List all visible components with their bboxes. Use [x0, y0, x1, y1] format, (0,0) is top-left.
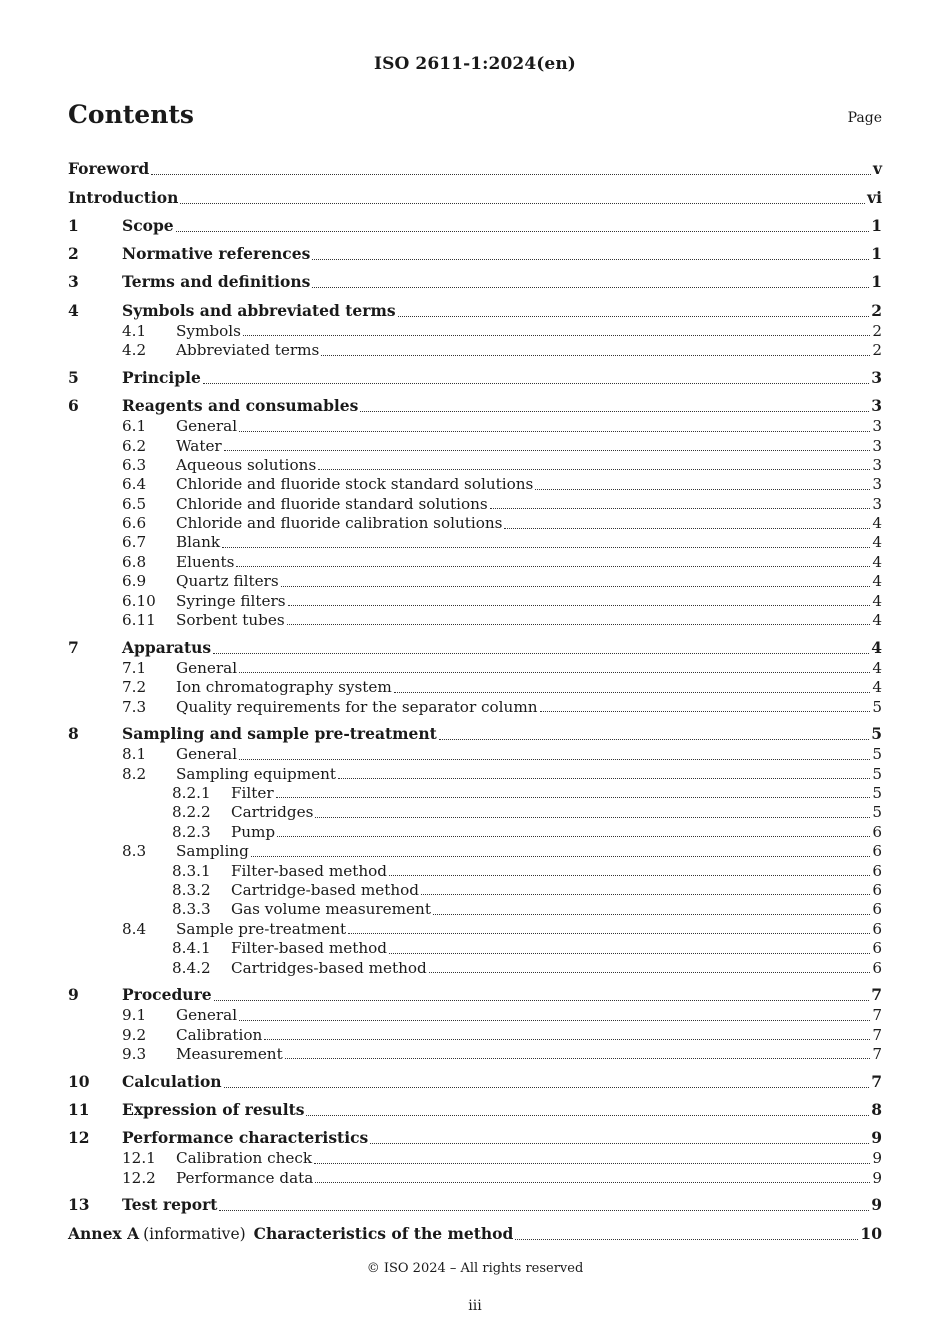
dot-leader [540, 711, 871, 712]
toc-entry-6-9[interactable] [68, 572, 882, 591]
dot-leader [239, 759, 870, 760]
toc-entry-title: Reagents and consumables [122, 396, 359, 416]
toc-entry-number: 7.3 [122, 697, 147, 716]
toc-entry-title: Chloride and fluoride standard solutions [176, 494, 488, 513]
toc-entry-9-1[interactable] [68, 1006, 882, 1025]
toc-entry-title: Sampling equipment [176, 764, 336, 783]
toc-entry-number: 8.2.3 [172, 822, 211, 841]
toc-entry-title: Sampling and sample pre-treatment [122, 724, 437, 744]
toc-entry-page-number: 4 [872, 572, 882, 591]
toc-entry-2[interactable] [68, 237, 882, 265]
toc-entry-page-number: 4 [872, 552, 882, 571]
toc-entry-number: 6.8 [122, 552, 147, 571]
dot-leader [389, 953, 870, 954]
dot-leader [504, 528, 870, 529]
toc-entry-7-2[interactable] [68, 678, 882, 697]
toc-entry-page-number: 4 [871, 637, 882, 657]
toc-entry-title: General [176, 1006, 238, 1025]
toc-entry-page-number: 7 [872, 1025, 882, 1044]
toc-entry-8[interactable] [68, 717, 882, 745]
dot-leader [285, 1058, 871, 1059]
toc-entry-number: 9.3 [122, 1044, 147, 1063]
toc-entry-page-number: 9 [872, 1149, 882, 1168]
toc-entry-title: Sample pre-treatment [176, 919, 347, 938]
toc-entry-title: Sorbent tubes [176, 611, 285, 630]
toc-entry-8-3[interactable] [68, 842, 882, 861]
dot-leader [277, 836, 870, 837]
dot-leader [490, 508, 871, 509]
toc-entry-8-3-2[interactable] [68, 881, 882, 900]
toc-entry-number: 9.2 [122, 1025, 147, 1044]
toc-entry-title: Test report [122, 1195, 218, 1215]
toc-entry-4-1[interactable] [68, 322, 882, 341]
toc-entry-4-2[interactable] [68, 341, 882, 360]
toc-entry-page-number: 3 [872, 475, 882, 494]
toc-entry-title: Scope [122, 215, 174, 235]
toc-entry-8-3-1[interactable] [68, 862, 882, 881]
toc-entry-page-number: 6 [872, 900, 882, 919]
toc-entry-title: Cartridges-based method [231, 958, 427, 977]
toc-entry-number: 2 [68, 244, 79, 264]
dot-leader [318, 469, 870, 470]
toc-entry-number: 12.1 [122, 1149, 156, 1168]
toc-entry-number: 8.2.1 [172, 783, 211, 802]
toc-entry-number: 6.4 [122, 475, 147, 494]
page-number: iii [468, 1298, 482, 1314]
toc-entry-page-number: 7 [871, 985, 882, 1005]
toc-entry-title: Filter-based method [231, 861, 387, 880]
document-id: ISO 2611-1:2024(en) [374, 54, 576, 74]
annex-qualifier: (informative) [143, 1224, 246, 1243]
toc-entry-title: Procedure [122, 985, 212, 1005]
dot-leader [315, 1182, 870, 1183]
dot-leader [239, 1020, 870, 1021]
toc-entry-number: 12 [68, 1128, 90, 1148]
toc-entry-page-number: 5 [872, 745, 882, 764]
toc-entry-number: 7.2 [122, 678, 147, 697]
copyright-notice: © ISO 2024 – All rights reserved [366, 1261, 584, 1276]
toc-entry-6-10[interactable] [68, 592, 882, 611]
toc-entry-7-1[interactable] [68, 659, 882, 678]
toc-entry-6[interactable] [68, 389, 882, 417]
toc-entry-page-number: 8 [871, 1099, 882, 1119]
dot-leader [224, 450, 871, 451]
toc-entry-6-3[interactable] [68, 456, 882, 475]
toc-entry-title: Blank [176, 533, 221, 552]
toc-entry-6-1[interactable] [68, 417, 882, 436]
toc-entry-title: Chloride and fluoride calibration solutions [176, 514, 503, 533]
toc-entry-page-number: 5 [872, 803, 882, 822]
toc-entry-title: Quality requirements for the separator column [176, 697, 538, 716]
dot-leader [214, 1000, 870, 1001]
toc-entry-9[interactable] [68, 978, 882, 1006]
dot-leader [251, 856, 871, 857]
dot-leader [219, 1210, 869, 1211]
toc-entry-number: 9.1 [122, 1006, 147, 1025]
toc-entry-page-number: 2 [871, 300, 882, 320]
toc-entry-3[interactable] [68, 265, 882, 293]
toc-entry-number: 11 [68, 1099, 90, 1119]
toc-entry-foreword[interactable] [68, 152, 882, 180]
toc-entry-number: 10 [68, 1071, 90, 1091]
dot-leader [394, 692, 871, 693]
toc-entry-8-4[interactable] [68, 920, 882, 939]
toc-entry-page-number: 3 [871, 367, 882, 387]
toc-entry-8-2-1[interactable] [68, 784, 882, 803]
toc-entry-number: 4 [68, 300, 79, 320]
toc-entry-title: Gas volume measurement [231, 900, 431, 919]
toc-entry-number: 8 [68, 724, 79, 744]
toc-entry-6-7[interactable] [68, 534, 882, 553]
toc-entry-page-number: 7 [872, 1044, 882, 1063]
dot-leader [180, 203, 865, 204]
toc-entry-12[interactable] [68, 1121, 882, 1149]
dot-leader [151, 174, 871, 175]
contents-title: Contents [68, 100, 195, 129]
annex-label: Annex A [68, 1223, 140, 1243]
dot-leader [314, 1163, 870, 1164]
toc-entry-title: Quartz filters [176, 572, 279, 591]
toc-entry-number: 4.2 [122, 341, 147, 360]
dot-leader [306, 1115, 869, 1116]
toc-entry-number: 9 [68, 985, 79, 1005]
toc-entry-9-2[interactable] [68, 1026, 882, 1045]
dot-leader [236, 566, 870, 567]
toc-entry-title: Normative references [122, 244, 311, 264]
toc-entry-4[interactable] [68, 293, 882, 321]
toc-entry-page-number: v [872, 159, 882, 179]
toc-entry-title: Principle [122, 367, 201, 387]
toc-entry-title: Syringe filters [176, 591, 286, 610]
toc-entry-5[interactable] [68, 361, 882, 389]
dot-leader [535, 489, 870, 490]
toc-entry-8-2-3[interactable] [68, 823, 882, 842]
toc-entry-page-number: 6 [872, 842, 882, 861]
dot-leader [239, 672, 870, 673]
toc-entry-title: Water [176, 436, 222, 455]
toc-entry-number: 8.2 [122, 764, 147, 783]
toc-entry-introduction[interactable] [68, 180, 882, 208]
toc-entry-number: 8.4.2 [172, 958, 211, 977]
toc-entry-title: Calibration check [176, 1149, 313, 1168]
toc-entry-9-3[interactable] [68, 1045, 882, 1064]
dot-leader [439, 739, 869, 740]
dot-leader [276, 797, 871, 798]
dot-leader [243, 335, 870, 336]
dot-leader [370, 1143, 869, 1144]
dot-leader [398, 316, 870, 317]
toc-entry-12-1[interactable] [68, 1149, 882, 1168]
toc-entry-page-number: 7 [872, 1006, 882, 1025]
toc-entry-8-4-2[interactable] [68, 959, 882, 978]
toc-entry-number: 1 [68, 215, 79, 235]
toc-entry-title: Expression of results [122, 1099, 305, 1119]
toc-entry-6-4[interactable] [68, 475, 882, 494]
toc-entry-page-number: 3 [872, 494, 882, 513]
dot-leader [224, 1087, 870, 1088]
toc-entry-page-number: 1 [871, 244, 882, 264]
annex-page-number: 10 [860, 1223, 882, 1243]
toc-entry-8-1[interactable] [68, 745, 882, 764]
toc-entry-number: 12.2 [122, 1168, 156, 1187]
toc-entry-title: Sampling [176, 842, 249, 861]
toc-entry-title: Filter-based method [231, 939, 387, 958]
dot-leader [321, 355, 870, 356]
toc-entry-page-number: 6 [872, 880, 882, 899]
toc-entry-6-8[interactable] [68, 553, 882, 572]
dot-leader [239, 431, 870, 432]
toc-entry-page-number: 6 [872, 919, 882, 938]
dot-leader [421, 894, 870, 895]
toc-entry-6-11[interactable] [68, 611, 882, 630]
toc-entry-title: General [176, 417, 238, 436]
dot-leader [312, 259, 869, 260]
toc-entry-number: 8.4.1 [172, 939, 211, 958]
dot-leader [176, 231, 870, 232]
toc-entry-8-2-2[interactable] [68, 803, 882, 822]
dot-leader [338, 778, 870, 779]
toc-entry-title: Ion chromatography system [176, 678, 392, 697]
toc-entry-number: 8.3 [122, 842, 147, 861]
toc-entry-page-number: vi [867, 187, 882, 207]
toc-entry-title: Eluents [176, 552, 235, 571]
toc-entry-8-4-1[interactable] [68, 939, 882, 958]
toc-entry-number: 7.1 [122, 658, 147, 677]
dot-leader [287, 624, 871, 625]
toc-entry-page-number: 5 [872, 764, 882, 783]
toc-entry-number: 6.9 [122, 572, 147, 591]
dot-leader [360, 411, 869, 412]
dot-leader [433, 914, 870, 915]
dot-leader [288, 605, 871, 606]
toc-entry-title: Performance characteristics [122, 1128, 369, 1148]
toc-entry-title: Chloride and fluoride stock standard solutions [176, 475, 534, 494]
toc-entry-page-number: 4 [872, 611, 882, 630]
toc-entry-title: Symbols and abbreviated terms [122, 300, 396, 320]
toc-entry-number: 6 [68, 396, 79, 416]
toc-entry-title: General [176, 658, 238, 677]
toc-entry-number: 6.2 [122, 436, 147, 455]
toc-entry-number: 6.11 [122, 611, 156, 630]
toc-entry-title: General [176, 745, 238, 764]
toc-entry-title: Apparatus [122, 637, 212, 657]
toc-entry-6-2[interactable] [68, 437, 882, 456]
toc-entry-page-number: 9 [871, 1128, 882, 1148]
toc-entry-title: Symbols [176, 321, 241, 340]
toc-entry-page-number: 4 [872, 514, 882, 533]
toc-entry-page-number: 3 [872, 417, 882, 436]
toc-entry-page-number: 4 [872, 591, 882, 610]
toc-entry-number: 8.3.1 [172, 861, 211, 880]
dot-leader [389, 875, 870, 876]
toc-entry-number: 6.7 [122, 533, 147, 552]
page-column-label: Page [847, 110, 882, 126]
dot-leader [515, 1239, 858, 1240]
toc-entry-10[interactable] [68, 1064, 882, 1092]
toc-entry-1[interactable] [68, 209, 882, 237]
toc-entry-8-3-3[interactable] [68, 900, 882, 919]
toc-entry-number: 8.3.3 [172, 900, 211, 919]
toc-entry-number: 6.6 [122, 514, 147, 533]
dot-leader [264, 1039, 870, 1040]
dot-leader [429, 972, 871, 973]
toc-entry-page-number: 5 [872, 783, 882, 802]
toc-entry-page-number: 3 [872, 455, 882, 474]
table-of-contents [68, 152, 882, 1245]
toc-entry-title: Cartridges [231, 803, 314, 822]
toc-entry-7[interactable] [68, 630, 882, 658]
toc-entry-page-number: 6 [872, 822, 882, 841]
toc-entry-number: 3 [68, 272, 79, 292]
toc-entry-title: Foreword [68, 159, 150, 179]
toc-entry-page-number: 3 [872, 436, 882, 455]
toc-entry-page-number: 5 [872, 697, 882, 716]
toc-entry-6-6[interactable] [68, 514, 882, 533]
toc-entry-title: Calculation [122, 1071, 222, 1091]
toc-entry-number: 6.1 [122, 417, 147, 436]
toc-entry-number: 6.5 [122, 494, 147, 513]
toc-entry-page-number: 1 [871, 215, 882, 235]
toc-entry-12-2[interactable] [68, 1169, 882, 1188]
dot-leader [315, 817, 870, 818]
toc-entry-page-number: 4 [872, 678, 882, 697]
dot-leader [312, 287, 869, 288]
toc-entry-page-number: 5 [871, 724, 882, 744]
toc-entry-number: 4.1 [122, 321, 147, 340]
toc-entry-number: 13 [68, 1195, 90, 1215]
toc-entry-13[interactable] [68, 1188, 882, 1216]
toc-entry-title: Calibration [176, 1025, 263, 1044]
toc-entry-page-number: 6 [872, 939, 882, 958]
toc-entry-title: Measurement [176, 1044, 283, 1063]
toc-entry-title: Performance data [176, 1168, 314, 1187]
toc-entry-title: Terms and definitions [122, 272, 311, 292]
toc-entry-page-number: 2 [872, 321, 882, 340]
toc-entry-page-number: 6 [872, 861, 882, 880]
toc-entry-number: 6.10 [122, 591, 156, 610]
toc-entry-page-number: 6 [872, 958, 882, 977]
toc-entry-page-number: 3 [871, 396, 882, 416]
toc-entry-title: Pump [231, 822, 276, 841]
dot-leader [348, 933, 870, 934]
toc-entry-page-number: 7 [871, 1071, 882, 1091]
toc-entry-number: 8.3.2 [172, 880, 211, 899]
toc-entry-page-number: 4 [872, 533, 882, 552]
toc-entry-title: Abbreviated terms [176, 341, 320, 360]
toc-entry-11[interactable] [68, 1093, 882, 1121]
toc-entry-title: Cartridge-based method [231, 880, 419, 899]
toc-entry-title: Aqueous solutions [176, 455, 317, 474]
toc-entry-number: 8.1 [122, 745, 147, 764]
dot-leader [222, 547, 870, 548]
dot-leader [281, 586, 871, 587]
toc-entry-annex-a[interactable] [68, 1216, 882, 1244]
toc-entry-page-number: 1 [871, 272, 882, 292]
toc-entry-6-5[interactable] [68, 495, 882, 514]
annex-title: Characteristics of the method [253, 1223, 514, 1243]
dot-leader [203, 383, 869, 384]
toc-entry-page-number: 2 [872, 341, 882, 360]
toc-entry-page-number: 9 [872, 1168, 882, 1187]
toc-entry-8-2[interactable] [68, 765, 882, 784]
toc-entry-title: Filter [231, 783, 274, 802]
toc-entry-number: 5 [68, 367, 79, 387]
toc-entry-number: 8.2.2 [172, 803, 211, 822]
toc-entry-number: 6.3 [122, 455, 147, 474]
toc-entry-title: Introduction [68, 187, 179, 207]
toc-entry-number: 8.4 [122, 919, 147, 938]
dot-leader [213, 653, 869, 654]
toc-entry-page-number: 9 [871, 1195, 882, 1215]
toc-entry-number: 7 [68, 637, 79, 657]
toc-entry-page-number: 4 [872, 658, 882, 677]
toc-entry-7-3[interactable] [68, 698, 882, 717]
